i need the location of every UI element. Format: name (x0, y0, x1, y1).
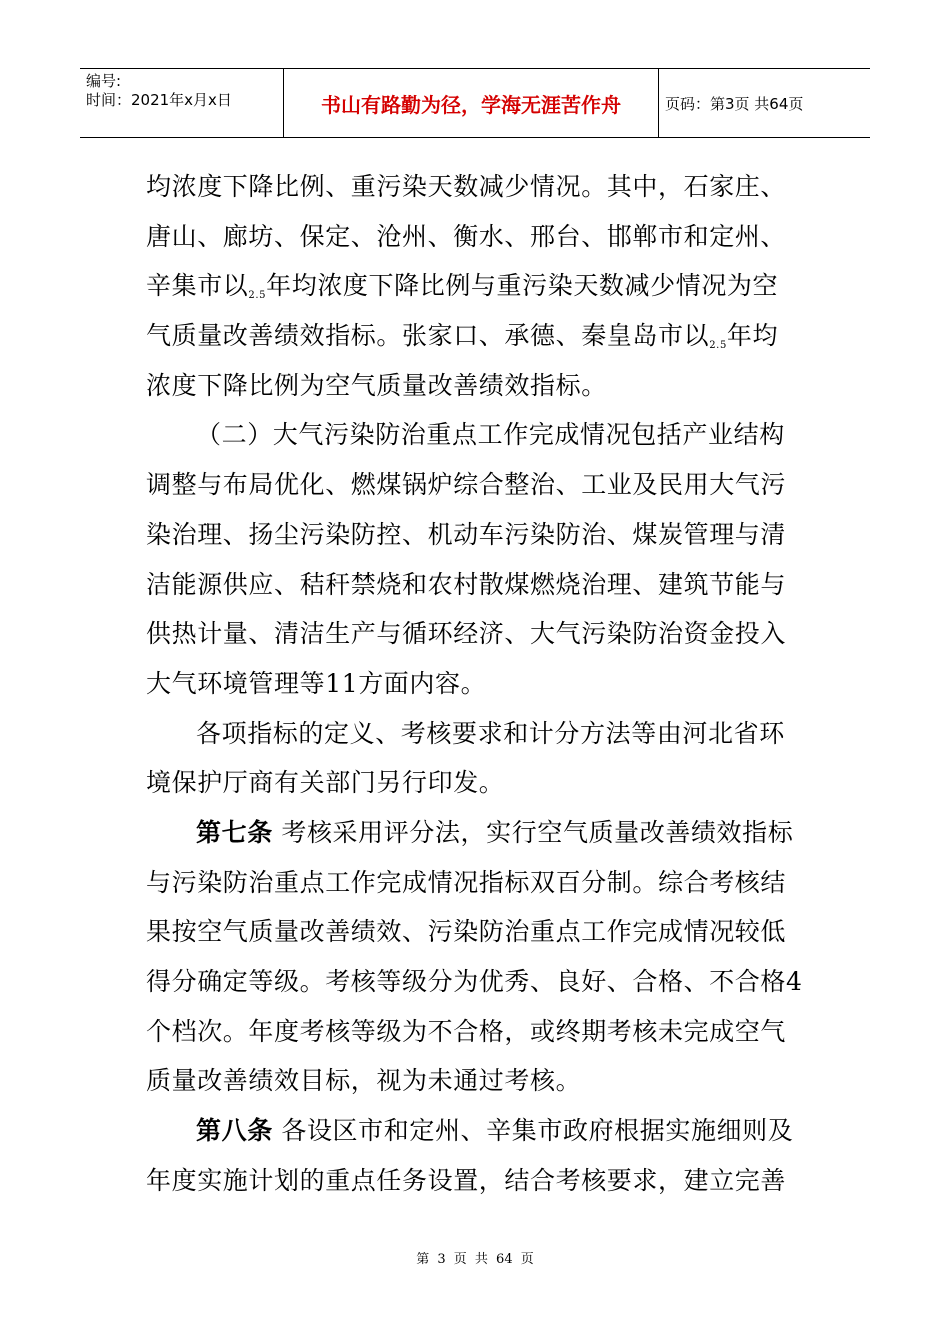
body-text-segment: 辛集市以 (146, 271, 249, 301)
page-footer: 第 3 页 共 64 页 (416, 1252, 534, 1267)
header-meta (80, 69, 284, 137)
document-body (146, 162, 806, 1205)
body-text-segment: 洁能源供应、秸秆禁烧和农村散煤燃烧治理、建筑节能与 (146, 569, 787, 599)
body-line (146, 510, 806, 560)
body-line (146, 1007, 806, 1057)
body-line (146, 808, 806, 858)
article-heading: 第七条 (196, 817, 273, 847)
body-text-segment: 染治理、扬尘污染防控、机动车污染防治、煤炭管理与清 (146, 519, 787, 549)
body-line (146, 1056, 806, 1106)
body-line (146, 460, 806, 510)
body-line (146, 212, 806, 262)
subscript-text: 2.5 (248, 290, 267, 302)
body-text-segment: 年度实施计划的重点任务设置，结合考核要求，建立完善 (146, 1165, 787, 1195)
body-text-segment: （二）大气污染防治重点工作完成情况包括产业结构 (196, 420, 785, 450)
body-text-segment: 年均浓度下降比例与重污染天数减少情况为空 (266, 271, 779, 301)
body-line (146, 261, 806, 311)
body-text-segment: 调整与布局优化、燃煤锅炉综合整治、工业及民用大气污 (146, 470, 787, 500)
body-text-segment: 质量改善绩效目标，视为未通过考核。 (146, 1066, 582, 1096)
body-line (146, 560, 806, 610)
body-text-segment: 果按空气质量改善绩效、污染防治重点工作完成情况较低 (146, 917, 787, 947)
header-number-label: 编号: (86, 72, 122, 90)
body-line (146, 957, 806, 1007)
body-line (146, 709, 806, 759)
body-text-segment: 年均 (726, 321, 779, 351)
body-text-segment: 唐山、廊坊、保定、沧州、衡水、邢台、邯郸市和定州、 (146, 221, 787, 251)
body-text-segment: 与污染防治重点工作完成情况指标双百分制。综合考核结 (146, 867, 787, 897)
header-time-label: 时间：2021年x月x日 (86, 91, 232, 109)
body-line (146, 410, 806, 460)
header-page-label: 页码：第3页 共64页 (665, 94, 804, 113)
body-line (146, 609, 806, 659)
body-line (146, 858, 806, 908)
body-line (146, 311, 806, 361)
body-text-segment: 浓度下降比例为空气质量改善绩效指标。 (146, 370, 607, 400)
body-line (146, 659, 806, 709)
body-text-segment: 大气环境管理等11方面内容。 (146, 668, 487, 698)
body-text-segment: 境保护厅商有关部门另行印发。 (146, 768, 505, 798)
article-heading: 第八条 (196, 1116, 273, 1146)
body-text-segment: 供热计量、清洁生产与循环经济、大气污染防治资金投入 (146, 619, 787, 649)
body-text-segment: 考核采用评分法，实行空气质量改善绩效指标 (272, 817, 794, 847)
body-line (146, 907, 806, 957)
body-line (146, 361, 806, 411)
page-header (80, 68, 870, 138)
body-line (146, 1156, 806, 1206)
body-text-segment: 均浓度下降比例、重污染天数减少情况。其中，石家庄、 (146, 172, 787, 201)
body-text-segment: 气质量改善绩效指标。张家口、承德、秦皇岛市以 (146, 321, 710, 351)
header-motto-cell (284, 69, 659, 137)
body-line (146, 1106, 806, 1156)
body-text-segment: 各项指标的定义、考核要求和计分方法等由河北省环 (196, 718, 785, 748)
body-line (146, 162, 806, 212)
body-text-segment: 得分确定等级。考核等级分为优秀、良好、合格、不合格4 (146, 967, 803, 996)
body-text-segment: 各设区市和定州、辛集市政府根据实施细则及 (272, 1116, 794, 1146)
body-text-segment: 个档次。年度考核等级为不合格，或终期考核未完成空气 (146, 1016, 787, 1046)
header-motto: 书山有路勤为径，学海无涯苦作舟 (321, 92, 621, 117)
subscript-text: 2.5 (709, 340, 727, 352)
body-line (146, 758, 806, 808)
